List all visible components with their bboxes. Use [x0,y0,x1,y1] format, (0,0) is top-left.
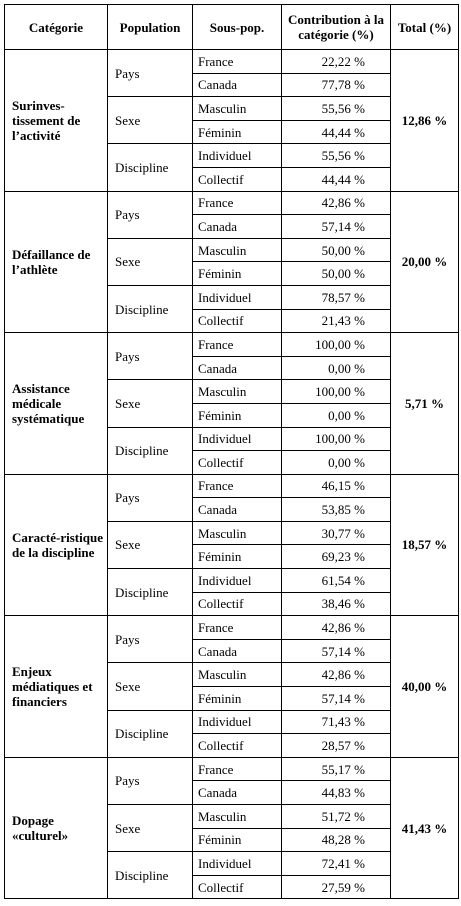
subpopulation-name: France [193,616,282,640]
contribution-value: 46,15 % [282,474,391,498]
contribution-value: 44,44 % [282,120,391,144]
table-row [5,757,459,781]
contribution-value: 69,23 % [282,545,391,569]
population-name: Discipline [108,427,193,474]
category-name: Assistance médicale systématique [5,333,108,475]
table-row [5,616,459,640]
category-total: 5,71 % [391,333,459,475]
subpopulation-name: Individuel [193,710,282,734]
table-body [5,50,459,899]
contribution-value: 51,72 % [282,805,391,829]
table-row [5,474,459,498]
subpopulation-name: Masculin [193,663,282,687]
population-name: Discipline [108,852,193,899]
subpopulation-name: Canada [193,215,282,239]
subpopulation-name: Masculin [193,238,282,262]
subpopulation-name: Collectif [193,167,282,191]
population-name: Sexe [108,805,193,852]
category-name: Caracté-ristique de la discipline [5,474,108,616]
header-souspop: Sous-pop. [193,5,282,50]
subpopulation-name: Canada [193,498,282,522]
contribution-value: 55,17 % [282,757,391,781]
header-contribution: Contribution à la catégorie (%) [282,5,391,50]
contribution-value: 44,44 % [282,167,391,191]
contribution-value: 53,85 % [282,498,391,522]
contribution-value: 28,57 % [282,734,391,758]
table-row [5,333,459,357]
population-name: Discipline [108,285,193,332]
subpopulation-name: France [193,757,282,781]
subpopulation-name: Collectif [193,592,282,616]
subpopulation-name: Masculin [193,521,282,545]
category-name: Surinves-tissement de l’activité [5,50,108,192]
header-population: Population [108,5,193,50]
population-name: Sexe [108,380,193,427]
contribution-value: 0,00 % [282,451,391,475]
subpopulation-name: France [193,333,282,357]
subpopulation-name: Individuel [193,144,282,168]
header-total: Total (%) [391,5,459,50]
category-name: Dopage «culturel» [5,757,108,899]
contribution-value: 100,00 % [282,427,391,451]
header-row [5,5,459,50]
contribution-value: 50,00 % [282,238,391,262]
subpopulation-name: France [193,191,282,215]
contribution-value: 100,00 % [282,333,391,357]
subpopulation-name: Masculin [193,380,282,404]
contribution-value: 42,86 % [282,663,391,687]
contribution-value: 48,28 % [282,828,391,852]
contribution-value: 57,14 % [282,687,391,711]
population-name: Sexe [108,663,193,710]
subpopulation-name: Féminin [193,828,282,852]
subpopulation-name: Masculin [193,97,282,121]
contribution-value: 22,22 % [282,50,391,74]
subpopulation-name: Canada [193,639,282,663]
population-name: Pays [108,757,193,804]
table-row [5,191,459,215]
subpopulation-name: Féminin [193,262,282,286]
subpopulation-name: Féminin [193,403,282,427]
subpopulation-name: Individuel [193,852,282,876]
contribution-value: 30,77 % [282,521,391,545]
contribution-value: 78,57 % [282,285,391,309]
subpopulation-name: Féminin [193,687,282,711]
contribution-value: 55,56 % [282,144,391,168]
subpopulation-name: Féminin [193,545,282,569]
contribution-table [4,4,459,899]
subpopulation-name: Collectif [193,451,282,475]
category-total: 40,00 % [391,616,459,758]
contribution-value: 0,00 % [282,403,391,427]
contribution-value: 100,00 % [282,380,391,404]
subpopulation-name: Individuel [193,569,282,593]
population-name: Discipline [108,569,193,616]
header-categorie: Catégorie [5,5,108,50]
population-name: Pays [108,333,193,380]
population-name: Pays [108,50,193,97]
contribution-value: 42,86 % [282,191,391,215]
category-total: 18,57 % [391,474,459,616]
subpopulation-name: Canada [193,356,282,380]
contribution-value: 42,86 % [282,616,391,640]
population-name: Sexe [108,97,193,144]
subpopulation-name: Collectif [193,875,282,899]
subpopulation-name: Canada [193,73,282,97]
contribution-value: 0,00 % [282,356,391,380]
category-name: Enjeux médiatiques et financiers [5,616,108,758]
subpopulation-name: France [193,50,282,74]
category-total: 20,00 % [391,191,459,333]
contribution-value: 61,54 % [282,569,391,593]
contribution-value: 50,00 % [282,262,391,286]
population-name: Discipline [108,710,193,757]
contribution-value: 57,14 % [282,639,391,663]
contribution-value: 71,43 % [282,710,391,734]
contribution-value: 72,41 % [282,852,391,876]
category-total: 41,43 % [391,757,459,899]
subpopulation-name: Féminin [193,120,282,144]
contribution-value: 21,43 % [282,309,391,333]
table-row [5,50,459,74]
contribution-value: 27,59 % [282,875,391,899]
population-name: Sexe [108,238,193,285]
subpopulation-name: Individuel [193,427,282,451]
subpopulation-name: France [193,474,282,498]
contribution-value: 44,83 % [282,781,391,805]
category-total: 12,86 % [391,50,459,192]
population-name: Pays [108,474,193,521]
category-name: Défaillance de l’athlète [5,191,108,333]
subpopulation-name: Collectif [193,734,282,758]
population-name: Sexe [108,521,193,568]
population-name: Discipline [108,144,193,191]
population-name: Pays [108,191,193,238]
subpopulation-name: Masculin [193,805,282,829]
subpopulation-name: Canada [193,781,282,805]
contribution-value: 77,78 % [282,73,391,97]
subpopulation-name: Collectif [193,309,282,333]
population-name: Pays [108,616,193,663]
contribution-value: 55,56 % [282,97,391,121]
contribution-value: 57,14 % [282,215,391,239]
subpopulation-name: Individuel [193,285,282,309]
contribution-value: 38,46 % [282,592,391,616]
